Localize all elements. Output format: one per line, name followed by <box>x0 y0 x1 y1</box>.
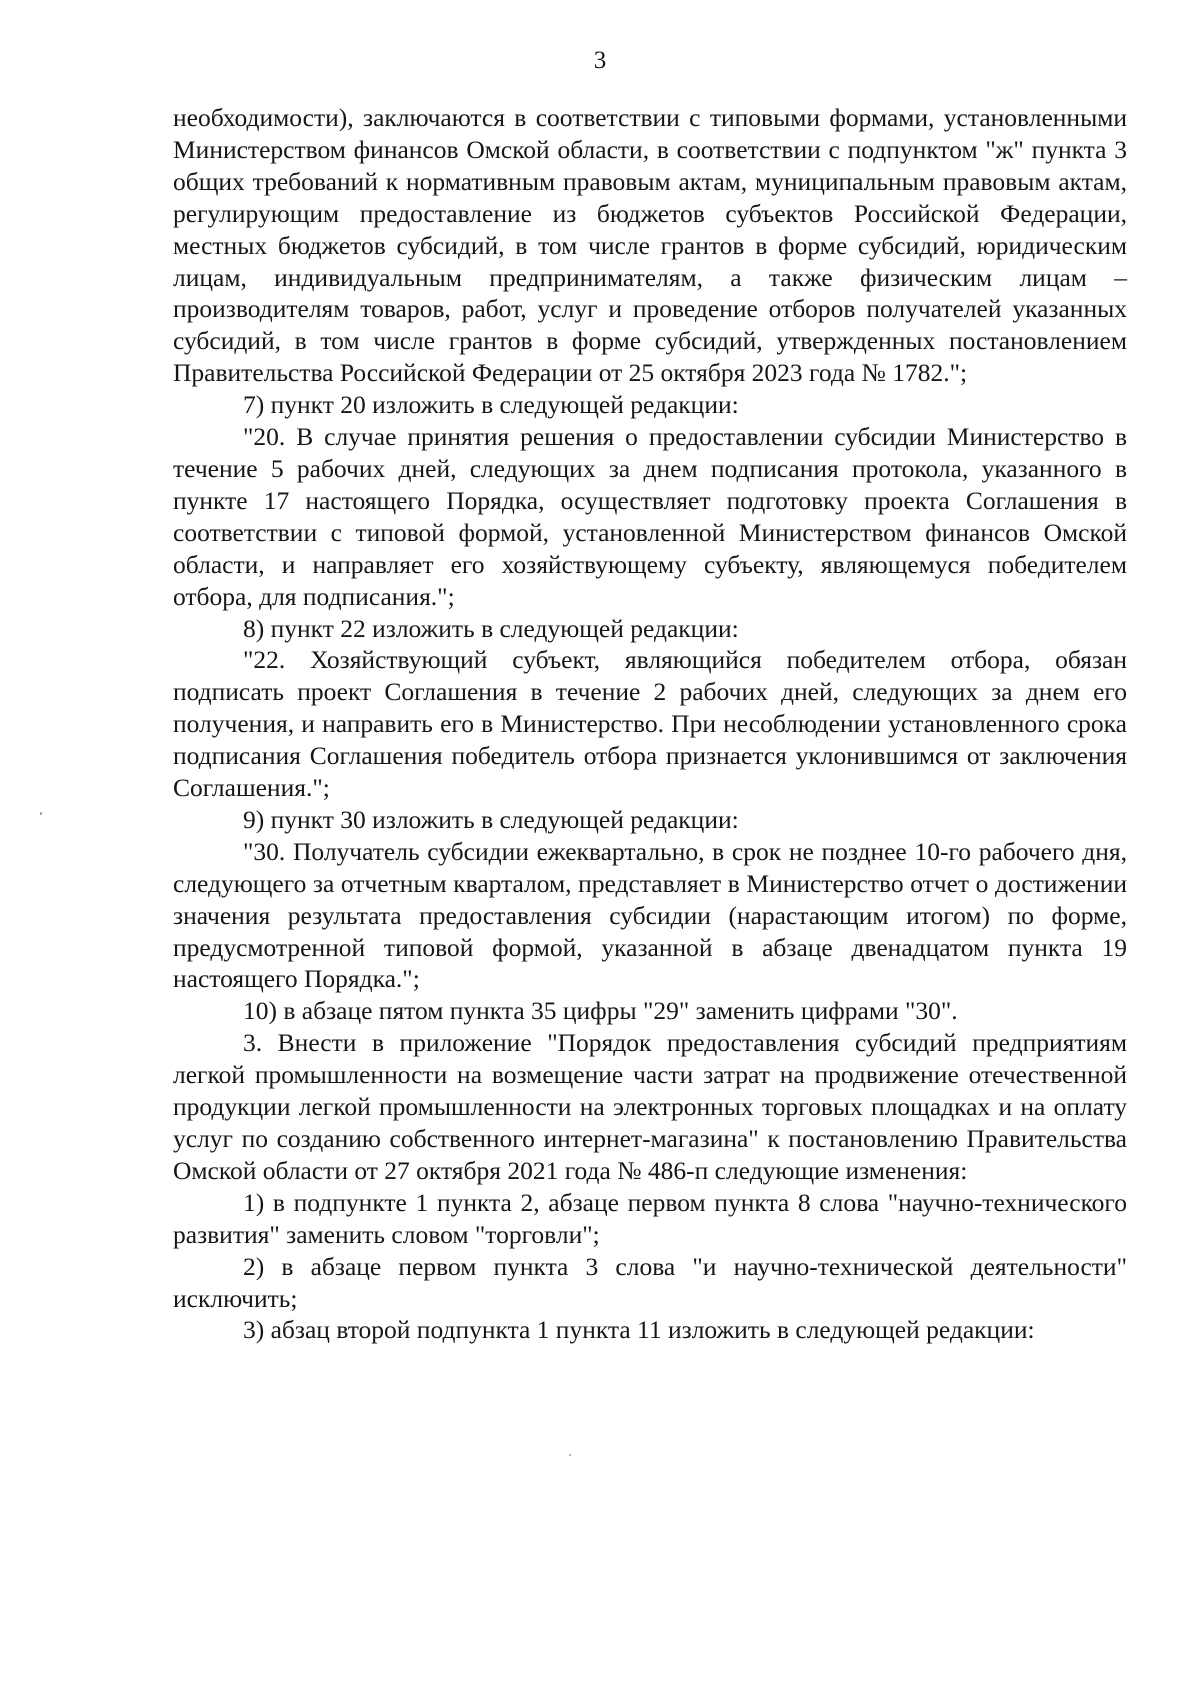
paragraph-clause-30: "30. Получатель субсидии ежеквартально, в срок не позднее 10-го рабочего дня, следующего за отчетным кварталом, представляет в Министерство отчет о достижении значения результата предоставления субсидии (нарастающим итогом) по форме, предусмотренной типовой формой, указанной в абзаце двенадцатом пункта 19 настоящего Порядка."; <box>173 836 1127 994</box>
paragraph-item-8: 8) пункт 22 изложить в следующей редакции: <box>243 613 739 643</box>
paragraph-section-3: 3. Внести в приложение "Порядок предоставления субсидий предприятиям легкой промышленности на возмещение части затрат на продвижение отечественной продукции легкой промышленности на электронных торговых площадках и на оплату услуг по созданию собственного интернет-магазина" к постановлению Правительства Омской области от 27 октября 2021 года № 486-п следующие изменения: <box>173 1028 1127 1185</box>
paragraph-subitem-2: 2) в абзаце первом пункта 3 слова "и научно-технической деятельности" исключить; <box>173 1251 1127 1313</box>
paragraph-subitem-1: 1) в подпункте 1 пункта 2, абзаце первом пункта 8 слова "научно-технического развития" заменить словом "торговли"; <box>173 1187 1127 1249</box>
paragraph-item-7: 7) пункт 20 изложить в следующей редакции: <box>243 390 739 420</box>
paragraph-subitem-3: 3) абзац второй подпункта 1 пункта 11 изложить в следующей редакции: <box>243 1315 1035 1345</box>
paragraph-item-9: 9) пункт 30 изложить в следующей редакции: <box>243 804 739 834</box>
paragraph-continuation: необходимости), заключаются в соответствии с типовыми формами, установленными Министерством финансов Омской области, в соответствии с подпунктом "ж" пункта 3 общих требований к нормативным правовым актам, муниципальным правовым актам, регулирующим предоставление из бюджетов субъектов Российской Федерации, местных бюджетов субсидий, в том числе грантов в форме субсидий, юридическим лицам, индивидуальным предпринимателям, а также физическим лицам – производителям товаров, работ, услуг и проведение отборов получателей указанных субсидий, в том числе грантов в форме субсидий, утвержденных постановлением Правительства Российской Федерации от 25 октября 2023 года № 1782."; <box>173 103 1127 388</box>
paragraph-clause-20: "20. В случае принятия решения о предоставлении субсидии Министерство в течение 5 рабочих дней, следующих за днем подписания протокола, указанного в пункте 17 настоящего Порядка, осуществляет подготовку проекта Соглашения в соответствии с типовой формой, установленной Министерством финансов Омской области, и направляет его хозяйствующему субъекту, являющемуся победителем отбора, для подписания."; <box>173 422 1127 611</box>
scan-speck <box>569 1454 571 1456</box>
document-body <box>173 102 1127 1346</box>
paragraph-clause-22: "22. Хозяйствующий субъект, являющийся победителем отбора, обязан подписать проект Соглашения в течение 2 рабочих дней, следующих за днем его получения, и направить его в Министерство. При несоблюдении установленного срока подписания Соглашения победитель отбора признается уклонившимся от заключения Соглашения."; <box>173 645 1127 803</box>
paragraph-item-10: 10) в абзаце пятом пункта 35 цифры "29" заменить цифрами "30". <box>243 996 958 1026</box>
page-number: 3 <box>593 47 607 74</box>
scan-speck <box>40 812 42 815</box>
